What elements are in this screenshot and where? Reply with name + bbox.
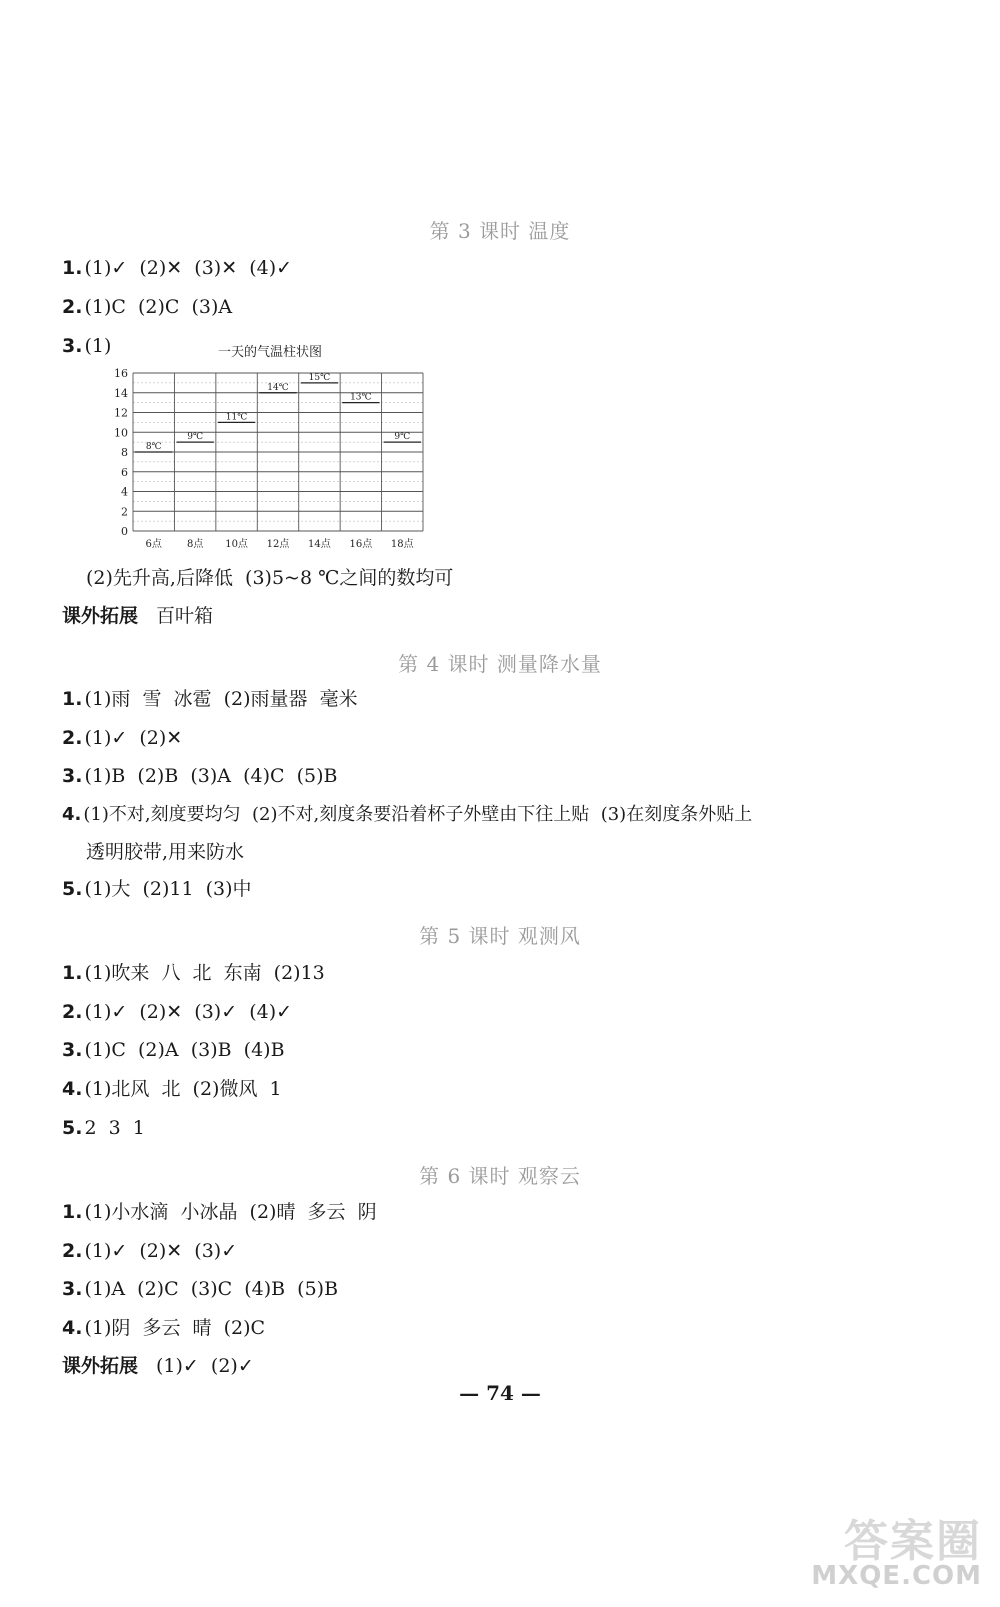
answer-text: (1)✓ (2)✕ (3)✕ (4)✓ [84,257,293,279]
extension-line [62,1354,254,1378]
section-heading-lesson-3: 第 3 课时 温度 [429,219,571,243]
x-tick-label: 6点 [145,539,162,550]
question-number: 3. [62,765,83,787]
question-number: 2. [62,727,83,749]
answer-text: (1)不对,刻度要均匀 (2)不对,刻度条要沿着杯子外壁由下往上贴 (3)在刻度条外贴上 [83,804,753,825]
answer-line [62,877,252,901]
question-number: 1. [62,962,83,984]
answer-text: (1)雨 雪 冰雹 (2)雨量器 毫米 [84,688,358,710]
question-number: 4. [62,804,82,825]
answer-line: 透明胶带,用来防水 [86,841,245,863]
answer-text: (1)B (2)B (3)A (4)C (5)B [84,765,338,787]
y-tick-label: 2 [121,505,128,519]
question-number: 1. [62,1201,83,1223]
answer-line [62,1277,338,1301]
answer-text: (1)C (2)A (3)B (4)B [84,1039,285,1061]
answer-text: (1)北风 北 (2)微风 1 [84,1078,282,1100]
y-tick-label: 16 [114,367,128,380]
data-label: 15℃ [308,372,331,383]
answer-line: (2)先升高,后降低 (3)5~8 ℃之间的数均可 [86,567,454,589]
question-number: 3. [62,335,83,357]
question-number: 5. [62,1117,83,1139]
answer-line [62,256,292,280]
question-number: 5. [62,878,83,900]
question-number: 4. [62,1078,83,1100]
extension-line [62,604,213,628]
answer-line [62,961,325,985]
answer-text: (1)吹来 八 北 东南 (2)13 [84,962,325,984]
section-heading-lesson-6: 第 6 课时 观察云 [419,1164,581,1188]
answer-line [62,803,752,827]
temperature-chart-svg [100,340,440,555]
x-tick-label: 10点 [225,539,248,550]
watermark-url: MXQE.COM [811,1561,982,1591]
chart-title: 一天的气温柱状图 [217,345,323,360]
answer-text: (1)A (2)C (3)C (4)B (5)B [84,1278,339,1300]
answer-text: (1)✓ (2)✕ (3)✓ (4)✓ [84,1001,293,1023]
y-tick-label: 10 [114,426,128,440]
x-tick-labels [146,537,415,550]
watermark-text: 答案圈 [844,1516,982,1567]
section-heading-lesson-5: 第 5 课时 观测风 [419,924,581,948]
answer-line [62,1077,282,1101]
data-label: 9℃ [187,432,204,443]
answer-line [62,1000,292,1024]
answer-text: 百叶箱 [156,605,214,627]
question-number: 1. [62,257,83,279]
answer-text: (1)✓ (2)✕ [84,727,183,749]
answer-text: (1) [84,335,112,357]
answer-line [62,295,232,319]
x-tick-label: 12点 [266,539,290,550]
answer-line [62,726,182,750]
answer-line [62,1316,265,1340]
answer-line [62,687,358,711]
answer-text: (1)大 (2)11 (3)中 [84,878,252,900]
question-number: 3. [62,1039,83,1061]
answer-line [62,1116,145,1140]
answer-text: (1)阴 多云 晴 (2)C [84,1317,266,1339]
extension-label: 课外拓展 [62,605,139,627]
answer-line [62,1200,377,1224]
y-tick-label: 0 [121,525,128,538]
temperature-chart [100,340,440,555]
question-number: 2. [62,296,83,318]
y-tick-label: 4 [121,485,128,499]
data-label: 14℃ [267,382,289,393]
x-tick-label: 18点 [390,539,414,550]
answer-text: (1)✓ (2)✕ (3)✓ [84,1240,238,1262]
y-tick-label: 8 [121,446,128,459]
question-number: 2. [62,1001,83,1023]
question-number: 4. [62,1317,83,1339]
y-tick-label: 14 [114,386,128,400]
y-tick-labels [114,367,128,538]
data-label: 11℃ [225,412,248,423]
answer-text: (1)C (2)C (3)A [84,296,233,318]
extension-label: 课外拓展 [62,1355,139,1377]
chart-grid [133,373,423,531]
data-label: 13℃ [350,392,372,403]
answer-line [62,1038,285,1062]
answer-line [62,764,337,788]
y-tick-label: 12 [114,406,128,420]
x-tick-label: 8点 [186,539,204,550]
watermark-logo [807,1505,982,1597]
y-tick-label: 6 [121,465,128,479]
x-tick-label: 16点 [349,539,373,550]
data-label: 8℃ [145,442,162,452]
question-number: 2. [62,1240,83,1262]
answer-text: (1)小水滴 小冰晶 (2)晴 多云 阴 [84,1201,377,1223]
answer-text: (1)✓ (2)✓ [156,1355,254,1377]
answer-text: 2 3 1 [84,1117,145,1139]
x-tick-label: 14点 [308,539,331,550]
data-label: 9℃ [394,432,411,443]
section-heading-lesson-4: 第 4 课时 测量降水量 [398,652,602,676]
answer-line [62,1239,237,1263]
question-number: 3. [62,1278,83,1300]
question-number: 1. [62,688,83,710]
page-number: — 74 — [459,1381,541,1405]
